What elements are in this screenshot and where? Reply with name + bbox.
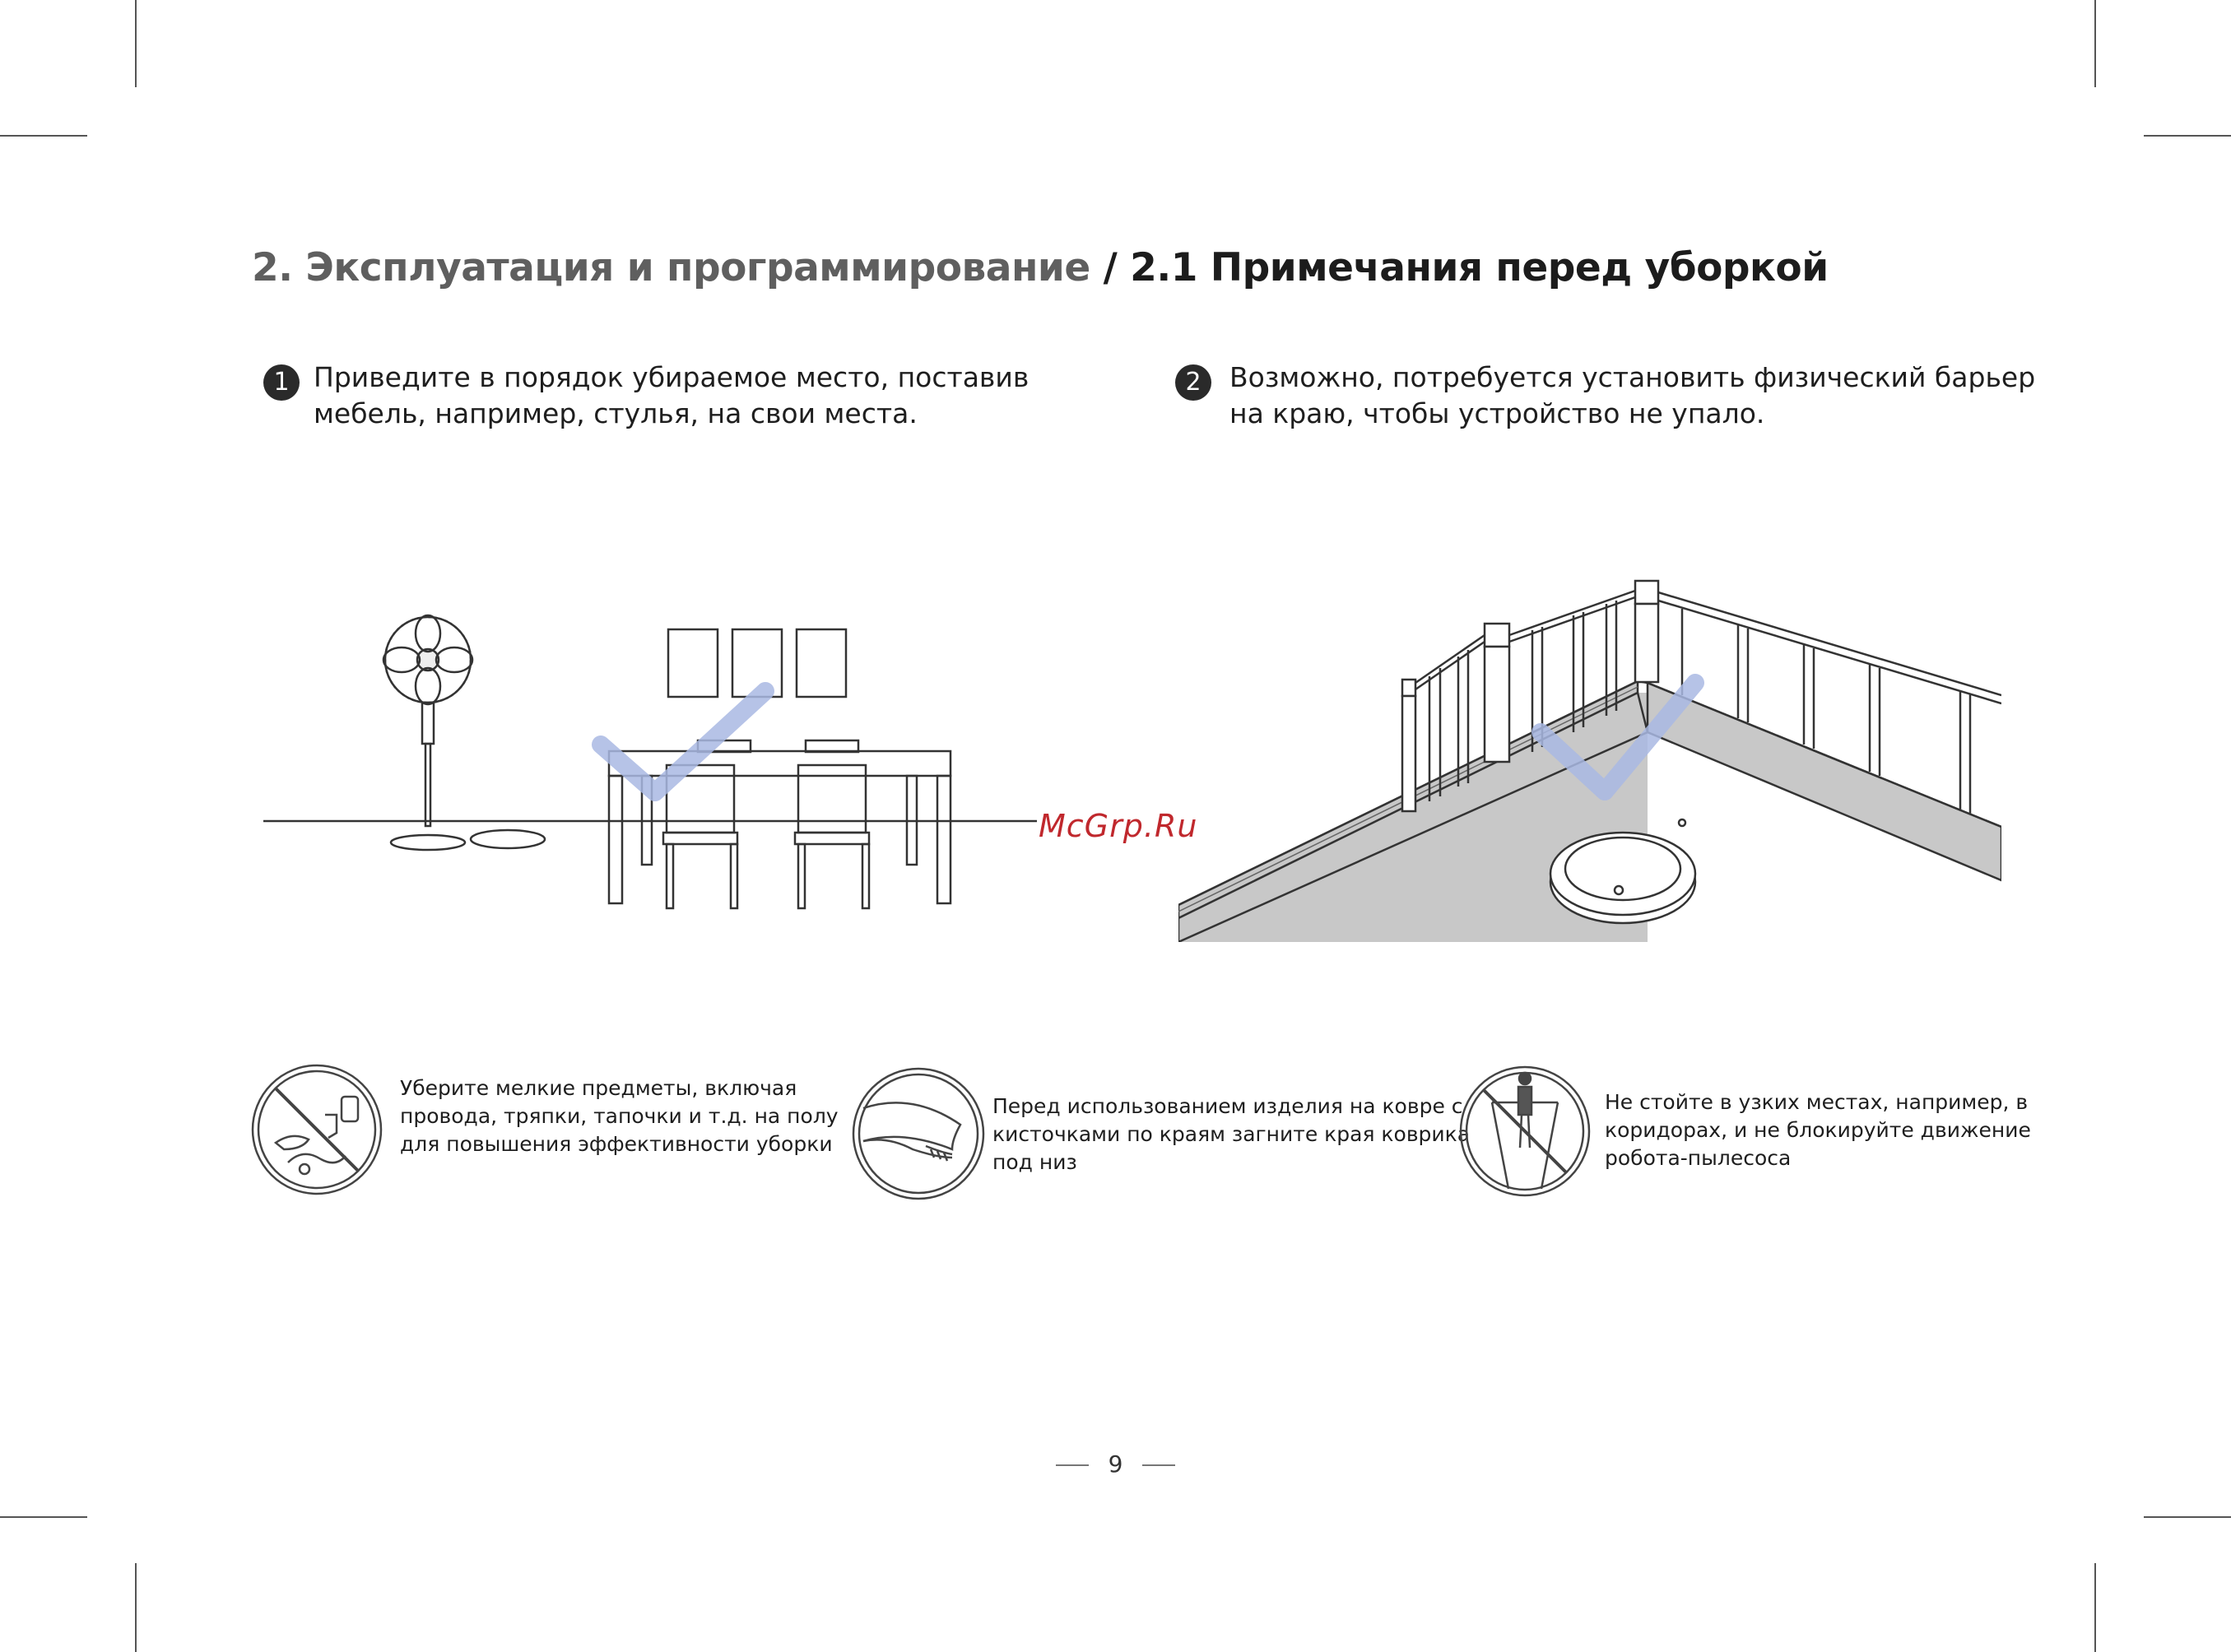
floor-ledge [1648,683,2001,880]
tip-2-text: Перед использованием изделия на ковре с кисточками по краям загните края коврика под низ [992,1094,1471,1174]
crop-mark [2144,135,2231,137]
no-small-objects-icon [251,1064,383,1195]
wall-picture [797,629,846,697]
folded-carpet-edge-icon [852,1067,985,1200]
page-number [1056,1448,1175,1481]
page-number-value: 9 [1108,1450,1123,1478]
stair-barrier-illustration [1178,576,2001,942]
tidy-room-illustration [263,609,1037,921]
standing-fan-icon [383,615,472,850]
chair-icon [795,765,869,908]
step-1-badge: 1 [263,364,300,401]
subsection-title: 2.1 Примечания перед уборкой [1130,245,1829,290]
dining-table-icon [609,751,950,903]
step-2-badge: 2 [1175,364,1211,401]
crop-mark [2094,0,2096,87]
page-number-dash [1142,1464,1175,1466]
watermark: McGrp.Ru [1039,808,1198,844]
crop-mark [135,0,137,87]
page-title [252,245,1829,290]
tip-3-text: Не стойте в узких местах, например, в коридорах, и не блокируйте движение робота-пылесоса [1605,1090,2031,1170]
step-1-text: Приведите в порядок убираемое место, поставив мебель, например, стулья, на свои места. [314,361,1030,429]
wall-picture [668,629,718,697]
crop-mark [0,1516,87,1518]
check-mark-icon [601,691,765,792]
crop-mark [2094,1563,2096,1652]
crop-mark [2144,1516,2231,1518]
crop-mark [135,1563,137,1652]
crop-mark [0,135,87,137]
section-title: 2. Эксплуатация и программирование [252,245,1090,290]
title-separator: / [1103,245,1118,290]
no-standing-in-corridor-icon [1459,1065,1591,1197]
step-2-text: Возможно, потребуется установить физический барьер на краю, чтобы устройство не упало. [1229,361,2036,429]
tip-1-text: Уберите мелкие предметы, включая провода, тряпки, тапочки и т.д. на полу для повышения эффективности уборки [400,1076,839,1156]
robot-vacuum-icon [471,830,545,848]
